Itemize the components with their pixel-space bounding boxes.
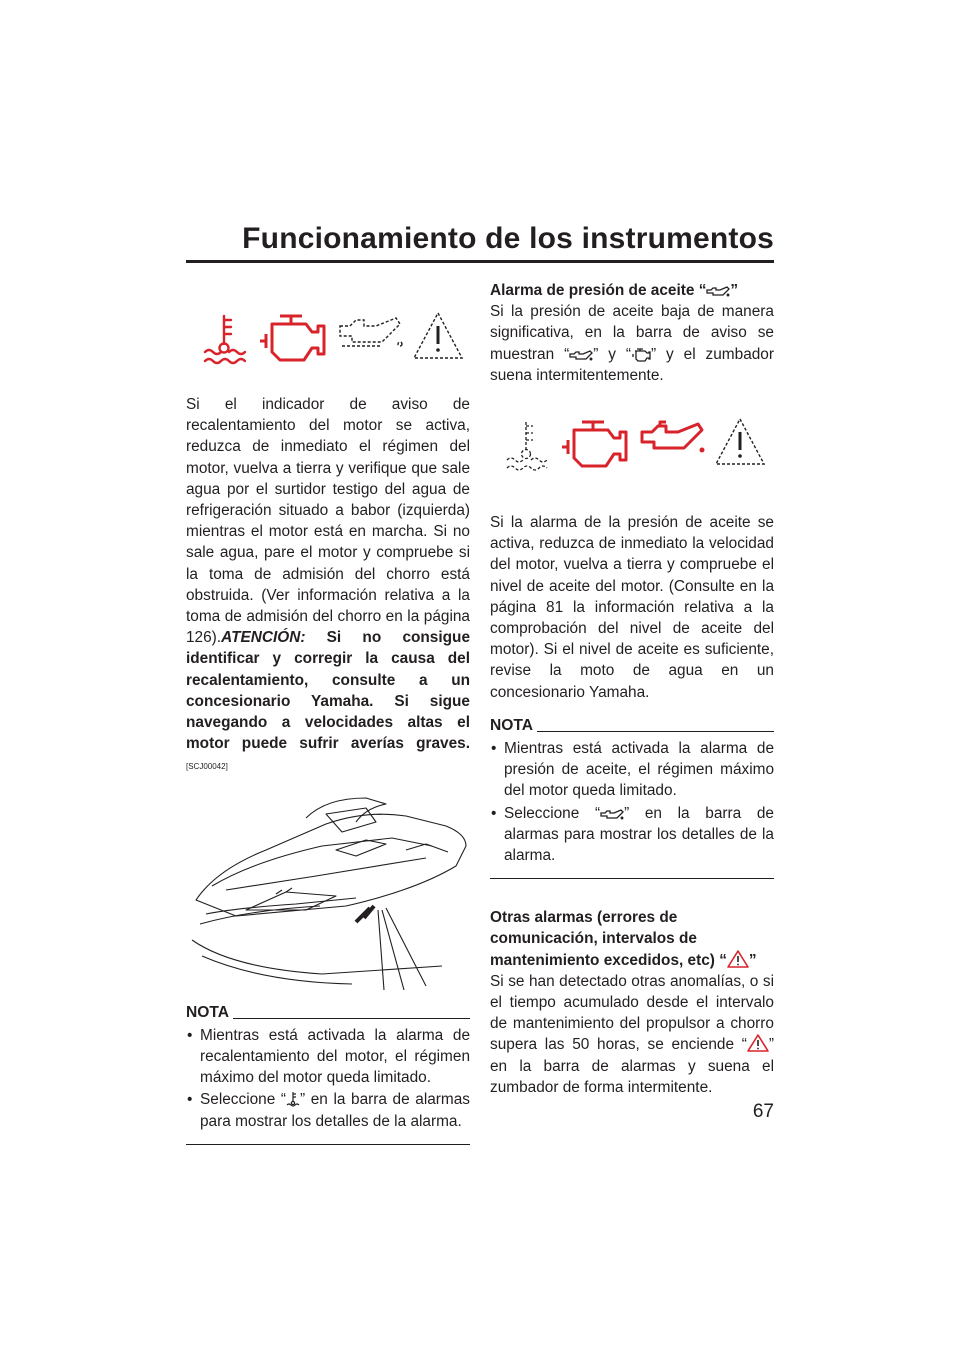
heading-text: Otras alarmas (errores de comunicación, intervalos de mantenimiento excedidos, etc) “ xyxy=(490,909,727,969)
oil-pressure-icon xyxy=(636,416,708,476)
general-warning-icon xyxy=(714,416,766,468)
oil-pressure-intro xyxy=(490,301,774,386)
check-engine-icon xyxy=(258,310,328,370)
heading-text: ” xyxy=(748,951,757,969)
note-item-text: Seleccione “ xyxy=(504,804,601,822)
left-column xyxy=(186,280,470,1145)
coolant-temperature-icon xyxy=(286,1091,300,1107)
note-item xyxy=(186,1089,470,1131)
check-engine-icon xyxy=(560,416,630,476)
note-list-right xyxy=(490,738,774,866)
page-title: Funcionamiento de los instrumentos xyxy=(242,222,774,255)
coolant-temperature-icon xyxy=(504,416,548,476)
note-header-right xyxy=(490,715,774,736)
overheat-paragraph-text: Si el indicador de aviso de recalentamiento del motor se activa, reduzca de inmediato el régimen del motor, vuelva a tierra y verifique que sale agua por el surtidor testigo del agua de refrigeración situado a babor (izquierda) mientras el motor está en marcha. Si no sale agua, pare el motor y compruebe si la toma de admisión del chorro está obstruida. (Ver información relativa a la toma de admisión del chorro en la página 126). xyxy=(186,396,470,647)
note-item-text: ” en la barra de alarmas para mostrar los detalles de la alarma. xyxy=(504,804,774,865)
oil-pressure-icon xyxy=(706,286,730,298)
general-warning-icon xyxy=(727,950,749,968)
note-item-text: Seleccione “ xyxy=(200,1091,287,1109)
paragraph-text: ” en la barra de alarmas y suena el zumbador de forma intermitente. xyxy=(490,1036,774,1096)
general-warning-icon xyxy=(747,1034,769,1052)
caution-code: [SCJ00042] xyxy=(186,762,228,772)
general-warning-icon xyxy=(412,310,464,362)
oil-pressure-icon xyxy=(600,809,624,821)
note-title: NOTA xyxy=(490,716,534,734)
other-alarms-heading xyxy=(490,907,774,971)
note-item xyxy=(490,803,774,867)
note-item-text: ” en la barra de alarmas para mostrar los detalles de la alarma. xyxy=(200,1091,470,1130)
caution-text: Si no consigue identificar y corregir la causa del recalentamiento, consulte a un concesionario Yamaha. Si sigue navegando a velocidades altas el motor puede sufrir averías graves. xyxy=(186,629,470,753)
note-header-left xyxy=(186,1002,470,1023)
paragraph-text: Si se han detectado otras anomalías, o si el tiempo acumulado desde el intervalo de mantenimiento del propulsor a chorro supera las 50 horas, se enciende “ xyxy=(490,972,774,1054)
oil-pressure-warning-icons xyxy=(490,396,774,512)
watercraft-illustration xyxy=(186,790,470,990)
note-rule xyxy=(233,1018,470,1019)
intro-text: ” y el zumbador suena intermitentemente. xyxy=(490,345,774,384)
overheat-warning-icons xyxy=(186,280,470,394)
oil-pressure-icon xyxy=(334,310,406,370)
note-end-rule xyxy=(186,1144,470,1145)
heading-text: Alarma de presión de aceite “ xyxy=(490,282,707,299)
check-engine-icon xyxy=(631,348,651,362)
heading-text: ” xyxy=(730,282,739,299)
note-item: • Mientras está activada la alarma de presión de aceite, el régimen máximo del motor queda limitado. xyxy=(490,738,774,802)
note-title: NOTA xyxy=(186,1003,230,1021)
overheat-paragraph xyxy=(186,394,470,778)
note-list-left xyxy=(186,1025,470,1132)
intro-text: ” y “ xyxy=(593,345,631,363)
note-end-rule xyxy=(490,878,774,879)
oil-pressure-heading xyxy=(490,280,774,301)
intro-text: Si la presión de aceite baja de manera significativa, en la barra de aviso se muestran “ xyxy=(490,303,774,363)
note-rule xyxy=(537,731,774,732)
title-divider xyxy=(186,260,774,263)
other-alarms-paragraph xyxy=(490,971,774,1098)
coolant-temperature-icon xyxy=(202,310,246,370)
oil-pressure-icon xyxy=(569,350,593,362)
right-column xyxy=(490,280,774,1098)
caution-lead: ATENCIÓN: xyxy=(221,629,306,647)
note-item: • Mientras está activada la alarma de recalentamiento del motor, el régimen máximo del motor queda limitado. xyxy=(186,1025,470,1089)
page-number: 67 xyxy=(752,1101,774,1122)
oil-pressure-paragraph: Si la alarma de la presión de aceite se activa, reduzca de inmediato la velocidad del motor, vuelva a tierra y compruebe el nivel de aceite del motor. (Consulte en la página 81 la información relativa a la comprobación del nivel de aceite del motor). Si el nivel de aceite es suficiente, revise la moto de agua en un concesionario Yamaha. xyxy=(490,514,774,701)
